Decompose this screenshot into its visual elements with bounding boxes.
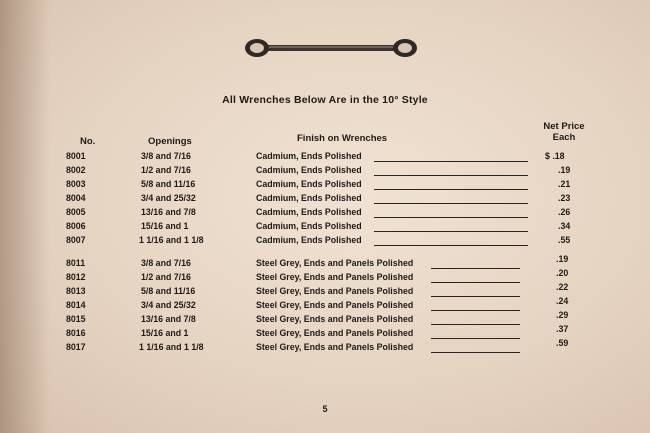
leader-line — [431, 296, 520, 297]
price: .59 — [556, 338, 569, 348]
table-row — [0, 165, 650, 179]
finish: Cadmium, Ends Polished — [256, 179, 362, 189]
finish: Steel Grey, Ends and Panels Polished — [256, 286, 414, 296]
finish: Cadmium, Ends Polished — [256, 165, 362, 175]
leader-line — [374, 189, 528, 190]
finish: Steel Grey, Ends and Panels Polished — [256, 258, 414, 268]
item-number: 8002 — [66, 165, 86, 175]
table-row — [0, 296, 650, 314]
table-row — [0, 254, 650, 272]
item-number: 8012 — [66, 272, 86, 282]
finish: Cadmium, Ends Polished — [256, 193, 362, 203]
item-number: 8007 — [66, 235, 86, 245]
finish: Steel Grey, Ends and Panels Polished — [256, 272, 414, 282]
item-number: 8011 — [66, 258, 86, 268]
openings: 3/4 and 25/32 — [141, 300, 196, 310]
openings: 1 1/16 and 1 1/8 — [139, 235, 204, 245]
finish: Cadmium, Ends Polished — [256, 235, 362, 245]
item-number: 8014 — [66, 300, 86, 310]
price: .20 — [556, 268, 569, 278]
item-number: 8015 — [66, 314, 86, 324]
finish: Steel Grey, Ends and Panels Polished — [256, 300, 414, 310]
page-number: 5 — [322, 404, 328, 414]
openings: 3/4 and 25/32 — [141, 193, 196, 203]
table-row — [0, 338, 650, 356]
openings: 1/2 and 7/16 — [141, 165, 191, 175]
openings: 3/8 and 7/16 — [141, 258, 191, 268]
openings: 15/16 and 1 — [141, 328, 189, 338]
item-number: 8005 — [66, 207, 86, 217]
column-header-no: No. — [80, 136, 96, 147]
leader-line — [431, 268, 520, 269]
leader-line — [431, 352, 520, 353]
openings: 15/16 and 1 — [141, 221, 189, 231]
price: .26 — [558, 207, 571, 217]
item-number: 8017 — [66, 342, 86, 352]
each-label: Each — [552, 132, 576, 143]
price: $ .18 — [545, 151, 565, 161]
leader-line — [431, 282, 520, 283]
leader-line — [374, 245, 528, 246]
column-header-net-price — [536, 121, 592, 143]
openings: 13/16 and 7/8 — [141, 207, 196, 217]
table-row — [0, 310, 650, 328]
net-price-label: Net Price — [543, 121, 585, 132]
openings: 1/2 and 7/16 — [141, 272, 191, 282]
item-number: 8016 — [66, 328, 86, 338]
price: .22 — [556, 282, 569, 292]
table-row — [0, 324, 650, 342]
table-row — [0, 207, 650, 221]
table-row — [0, 193, 650, 207]
column-header-finish: Finish on Wrenches — [297, 133, 388, 144]
price: .23 — [558, 193, 571, 203]
leader-line — [374, 231, 528, 232]
price: .21 — [558, 179, 571, 189]
openings: 5/8 and 11/16 — [141, 286, 196, 296]
finish: Cadmium, Ends Polished — [256, 221, 362, 231]
item-number: 8001 — [66, 151, 86, 161]
column-header-openings: Openings — [148, 136, 192, 147]
openings: 13/16 and 7/8 — [141, 314, 196, 324]
openings: 1 1/16 and 1 1/8 — [139, 342, 204, 352]
leader-line — [374, 203, 528, 204]
table-row — [0, 282, 650, 300]
finish: Cadmium, Ends Polished — [256, 151, 362, 161]
finish: Cadmium, Ends Polished — [256, 207, 362, 217]
leader-line — [431, 324, 520, 325]
table-row — [0, 268, 650, 286]
price: .55 — [558, 235, 571, 245]
finish: Steel Grey, Ends and Panels Polished — [256, 314, 414, 324]
item-number: 8013 — [66, 286, 86, 296]
item-number: 8004 — [66, 193, 86, 203]
price: .24 — [556, 296, 569, 306]
price: .19 — [556, 254, 569, 264]
table-row — [0, 179, 650, 193]
price: .37 — [556, 324, 569, 334]
price: .29 — [556, 310, 569, 320]
box-wrench-illustration — [243, 37, 419, 59]
price: .19 — [558, 165, 571, 175]
leader-line — [431, 338, 520, 339]
table-row — [0, 221, 650, 235]
leader-line — [374, 175, 528, 176]
finish: Steel Grey, Ends and Panels Polished — [256, 342, 414, 352]
price: .34 — [558, 221, 571, 231]
finish: Steel Grey, Ends and Panels Polished — [256, 328, 414, 338]
table-row — [0, 235, 650, 249]
openings: 5/8 and 11/16 — [141, 179, 196, 189]
item-number: 8006 — [66, 221, 86, 231]
leader-line — [374, 161, 528, 162]
table-row — [0, 151, 650, 165]
page-heading: All Wrenches Below Are in the 10° Style — [222, 94, 428, 106]
leader-line — [374, 217, 528, 218]
openings: 3/8 and 7/16 — [141, 151, 191, 161]
leader-line — [431, 310, 520, 311]
item-number: 8003 — [66, 179, 86, 189]
